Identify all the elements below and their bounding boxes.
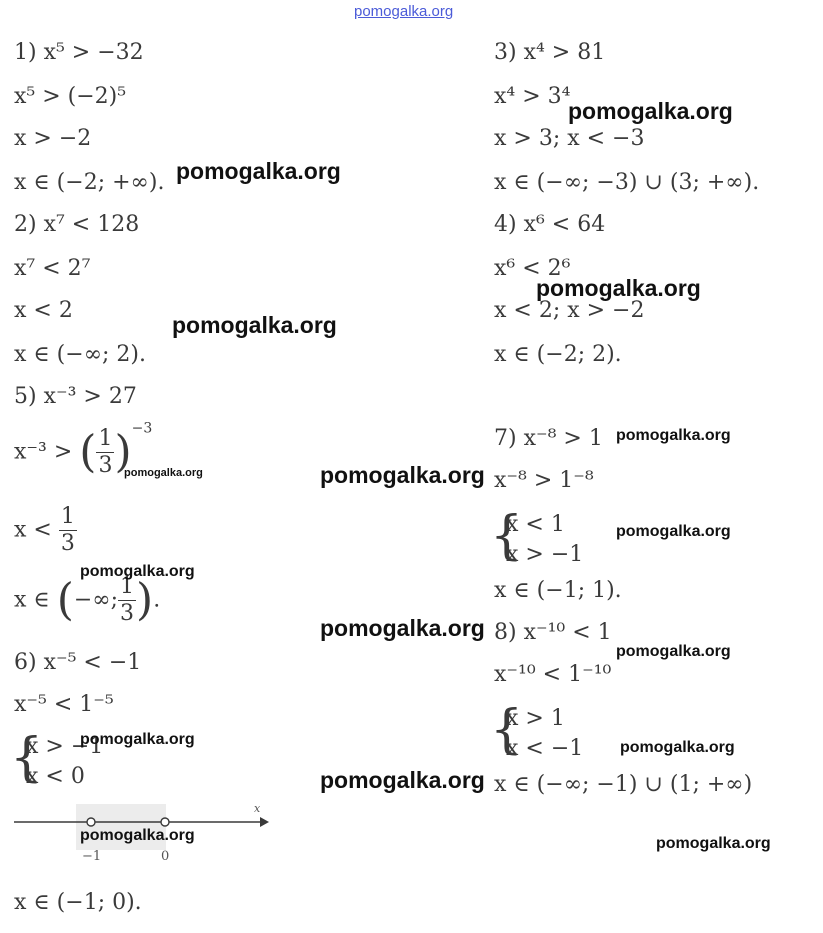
p2-answer: x ∈ (−∞; 2).: [14, 342, 146, 367]
right-paren: ): [114, 426, 132, 478]
watermark-text: pomogalka.org: [656, 835, 771, 852]
p6-line-2: x⁻⁵ < 1⁻⁵: [14, 692, 114, 717]
watermark-text: pomogalka.org: [536, 275, 701, 301]
open-point-zero: [161, 818, 169, 826]
open-point-minus-one: [87, 818, 95, 826]
p6-line-1: 6) x⁻⁵ < −1: [14, 650, 142, 675]
p8-system-2: x < −1: [506, 736, 584, 761]
tick-label-minus-one: −1: [82, 849, 102, 864]
fraction-denominator: 3: [98, 453, 113, 478]
p6-answer: x ∈ (−1; 0).: [14, 890, 142, 915]
p6-system-brace: {: [10, 728, 44, 788]
watermark-text: pomogalka.org: [320, 615, 485, 641]
p5-exponent: −3: [131, 420, 153, 437]
watermark-text: pomogalka.org: [568, 98, 733, 124]
watermark-text: pomogalka.org: [616, 643, 731, 660]
p2-line-1: 2) x⁷ < 128: [14, 212, 140, 237]
watermark-text: pomogalka.org: [124, 467, 203, 479]
p7-line-1: 7) x⁻⁸ > 1: [494, 426, 603, 451]
watermark-text: pomogalka.org: [172, 312, 337, 338]
p8-line-1: 8) x⁻¹⁰ < 1: [494, 620, 612, 645]
watermark-text: pomogalka.org: [80, 731, 195, 748]
p7-system-2: x > −1: [506, 542, 584, 567]
p3-line-2: x⁴ > 3⁴: [494, 84, 571, 109]
p7-system-1: x < 1: [506, 512, 565, 537]
fraction-numerator: 1: [98, 426, 113, 451]
p4-answer: x ∈ (−2; 2).: [494, 342, 622, 367]
p2-line-3: x < 2: [14, 298, 73, 323]
watermark-text: pomogalka.org: [80, 563, 195, 580]
p8-system-1: x > 1: [506, 706, 565, 731]
p1-line-2: x⁵ > (−2)⁵: [14, 84, 127, 109]
tick-label-zero: 0: [161, 849, 170, 864]
watermark-text: pomogalka.org: [616, 523, 731, 540]
watermark-text: pomogalka.org: [320, 767, 485, 793]
fraction-one-third: [118, 576, 136, 625]
fraction-denominator: 3: [60, 531, 75, 556]
watermark-text: pomogalka.org: [620, 739, 735, 756]
p7-system-brace: {: [490, 506, 524, 566]
p3-answer: x ∈ (−∞; −3) ∪ (3; +∞).: [494, 170, 760, 195]
p2-line-2: x⁷ < 2⁷: [14, 256, 91, 281]
p1-answer: x ∈ (−2; +∞).: [14, 170, 165, 195]
p6-system-1: x > −1: [26, 734, 104, 759]
fraction-denominator: 3: [120, 601, 135, 626]
p7-line-2: x⁻⁸ > 1⁻⁸: [494, 468, 594, 493]
p8-line-2: x⁻¹⁰ < 1⁻¹⁰: [494, 662, 612, 687]
p1-line-3: x > −2: [14, 126, 92, 151]
axis-arrow: [260, 817, 269, 827]
p7-answer: x ∈ (−1; 1).: [494, 578, 622, 603]
p4-line-1: 4) x⁶ < 64: [494, 212, 606, 237]
watermark-text: pomogalka.org: [80, 827, 195, 844]
left-paren: (: [79, 426, 97, 478]
p1-line-1: 1) x⁵ > −32: [14, 40, 144, 65]
p5-line-3-lhs: x <: [14, 517, 52, 543]
p5-answer-lhs: x ∈: [14, 587, 50, 613]
p5-answer-left: −∞;: [73, 587, 119, 613]
site-link-watermark[interactable]: pomogalka.org: [354, 3, 454, 20]
p5-answer-end: .: [153, 587, 161, 613]
axis-variable: x: [254, 802, 261, 815]
p4-line-2: x⁶ < 2⁶: [494, 256, 571, 281]
watermark-text: pomogalka.org: [176, 158, 341, 184]
watermark-text: pomogalka.org: [616, 427, 731, 444]
p6-system-2: x < 0: [26, 764, 85, 789]
p8-system-brace: {: [490, 700, 524, 760]
watermark-text: pomogalka.org: [320, 462, 485, 488]
left-paren: (: [56, 574, 74, 626]
p5-answer: [14, 576, 160, 625]
p5-line-2-lhs: x⁻³ >: [14, 439, 73, 465]
fraction-numerator: 1: [60, 504, 75, 529]
fraction-numerator: 1: [120, 574, 135, 599]
fraction-one-third: [59, 506, 77, 555]
p4-line-3: x < 2; x > −2: [494, 298, 645, 323]
p3-line-1: 3) x⁴ > 81: [494, 40, 606, 65]
fraction-one-third: [96, 428, 114, 477]
right-paren: ): [136, 574, 154, 626]
p3-line-3: x > 3; x < −3: [494, 126, 645, 151]
p8-answer: x ∈ (−∞; −1) ∪ (1; +∞): [494, 772, 753, 797]
p5-line-1: 5) x⁻³ > 27: [14, 384, 137, 409]
p5-line-3: [14, 506, 77, 555]
